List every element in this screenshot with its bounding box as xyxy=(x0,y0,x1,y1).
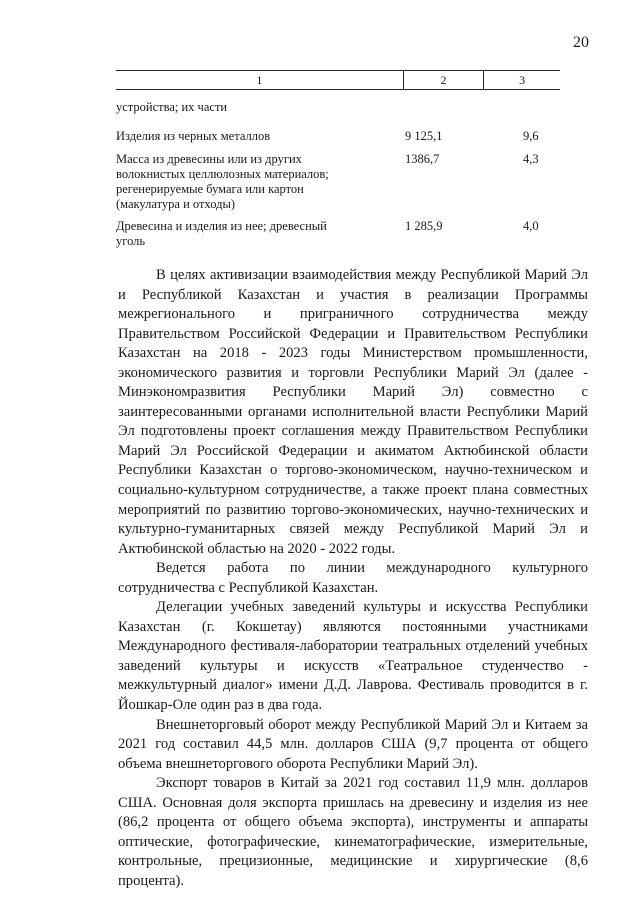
export-table xyxy=(116,70,560,248)
row-name: Масса из древесины или из других волокнистых целлюлозных материалов; регенерируемые бумага или картон (макулатура и отходы) xyxy=(116,152,329,211)
table-row xyxy=(116,129,560,144)
row-value: 1 285,9 xyxy=(405,219,443,233)
table-header xyxy=(116,70,560,90)
table-header-col-1: 1 xyxy=(256,73,263,87)
row-value: 1386,7 xyxy=(405,152,440,166)
row-share: 4,3 xyxy=(523,152,539,166)
table-row xyxy=(116,152,560,212)
table-row xyxy=(116,219,560,249)
paragraph: В целях активизации взаимодействия между Республикой Марий Эл и Республикой Казахстан и участия в реализации Программы межрегионального и приграничного сотрудничества между Правительством Российской Федерации и Правительством Республики Казахстан на 2018 - 2023 годы Министерством промышленности, экономического развития и торговли Республики Марий Эл (далее - Минэкономразвития Республики Марий Эл) совместно с заинтересованными органами исполнительной власти Республики Марий Эл подготовлены проект соглашения между Правительством Республики Марий Эл Российской Федерации и акиматом Актюбинской области Республики Казахстан о торгово-экономическом, научно-техническом и социально-культурном сотрудничестве, а также проект плана совместных мероприятий по развитию торгово-экономических, научно-технических и культурно-гуманитарных связей между Республикой Марий Эл и Актюбинской областью на 2020 - 2022 годы. xyxy=(118,267,588,557)
table-header-col-3: 3 xyxy=(483,71,560,89)
table-row xyxy=(116,100,560,115)
row-name: устройства; их части xyxy=(116,100,228,114)
page-number: 20 xyxy=(573,34,589,51)
row-share: 9,6 xyxy=(523,129,539,143)
document-body xyxy=(118,266,588,892)
table-header-col-2: 2 xyxy=(403,71,484,89)
row-share: 4,0 xyxy=(523,219,539,233)
paragraph: Делегации учебных заведений культуры и искусства Республики Казахстан (г. Кокшетау) являются постоянными участниками Международного фестиваля-лаборатории театральных отделений учебных заведений культуры и искусств «Театральное студенчество - межкультурный диалог» имени Д.Д. Лаврова. Фестиваль проводится в г. Йошкар-Оле один раз в два года. xyxy=(118,599,588,714)
row-value: 9 125,1 xyxy=(405,129,443,143)
row-name: Изделия из черных металлов xyxy=(116,129,271,143)
paragraph: Ведется работа по линии международного культурного сотрудничества с Республикой Казахстан. xyxy=(118,560,588,596)
row-name: Древесина и изделия из нее; древесный уголь xyxy=(116,219,327,248)
paragraph: Экспорт товаров в Китай за 2021 год составил 11,9 млн. долларов США. Основная доля экспорта пришлась на древесину и изделия из нее (86,2 процента от общего объема экспорта), инструменты и аппараты оптические, фотографические, кинематографические, измерительные, контрольные, прецизионные, медицинские и хирургические (8,6 процента). xyxy=(118,775,588,889)
paragraph: Внешнеторговый оборот между Республикой Марий Эл и Китаем за 2021 год составил 44,5 млн. долларов США (9,7 процента от общего объема внешнеторгового оборота Республики Марий Эл). xyxy=(118,716,588,772)
